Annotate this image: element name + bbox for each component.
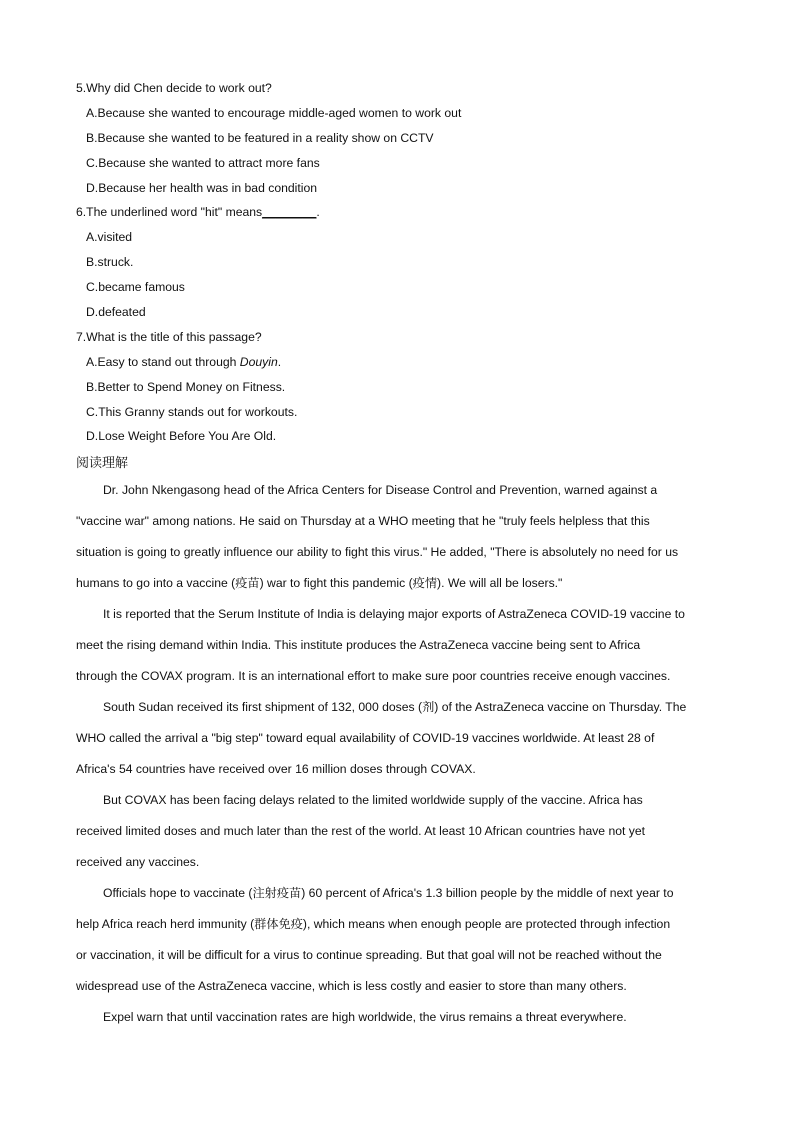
reading-passage (76, 481, 718, 1039)
passage-line: But COVAX has been facing delays related to the limited worldwide supply of the vaccine. Africa has (103, 793, 643, 807)
passage-line: Officials hope to vaccinate (注射疫苗) 60 percent of Africa's 1.3 billion people by the middle of next year to (103, 886, 674, 900)
question-6-stem-text: 6.The underlined word "hit" means (76, 205, 263, 220)
question-6-option-c: C.became famous (86, 280, 185, 295)
passage-line: Dr. John Nkengasong head of the Africa Centers for Disease Control and Prevention, warned against a (103, 483, 658, 497)
question-7-option-a-text: A.Easy to stand out through (86, 354, 240, 369)
question-5-stem: 5.Why did Chen decide to work out? (76, 81, 272, 95)
question-7-option-b: B.Better to Spend Money on Fitness. (86, 379, 286, 394)
passage-line: WHO called the arrival a "big step" toward equal availability of COVID-19 vaccines worldwide. At least 28 of (76, 731, 655, 745)
passage-line: humans to go into a vaccine (疫苗) war to fight this pandemic (疫情). We will all be losers." (76, 576, 563, 590)
passage-line: through the COVAX program. It is an international effort to make sure poor countries receive enough vaccines. (76, 669, 671, 683)
question-6-option-a: A.visited (86, 230, 133, 245)
question-7-stem: 7.What is the title of this passage? (76, 329, 262, 344)
passage-line: South Sudan received its first shipment of 132, 000 doses (剂) of the AstraZeneca vaccine on Thursday. The (103, 700, 687, 714)
section-title: 阅读理解 (76, 455, 129, 470)
question-5-option-a: A.Because she wanted to encourage middle-aged women to work out (86, 105, 462, 120)
question-5-option-d: D.Because her health was in bad condition (86, 180, 318, 195)
passage-line: meet the rising demand within India. This institute produces the AstraZeneca vaccine being sent to Africa (76, 638, 641, 652)
passage-line: It is reported that the Serum Institute of India is delaying major exports of AstraZeneca COVID-19 vaccine to (103, 607, 685, 621)
question-7-option-d: D.Lose Weight Before You Are Old. (86, 429, 277, 444)
question-5-option-c: C.Because she wanted to attract more fans (86, 155, 320, 170)
question-7-option-a-end: . (277, 354, 282, 369)
question-6-blank: ________ (262, 205, 317, 220)
passage-line: widespread use of the AstraZeneca vaccine, which is less costly and easier to store than many others. (76, 979, 627, 993)
question-6-stem (76, 203, 736, 228)
passage-line: Expel warn that until vaccination rates are high worldwide, the virus remains a threat everywhere. (103, 1010, 627, 1024)
passage-line: "vaccine war" among nations. He said on Thursday at a WHO meeting that he "truly feels helpless that this (76, 514, 650, 528)
passage-line: received any vaccines. (76, 855, 200, 869)
questions-block (76, 79, 736, 452)
question-5-option-b: B.Because she wanted to be featured in a reality show on CCTV (86, 130, 434, 145)
question-7-option-c: C.This Granny stands out for workouts. (86, 404, 298, 419)
question-7-option-a-italic: Douyin (239, 354, 278, 369)
question-6-option-d: D.defeated (86, 305, 146, 320)
passage-line: or vaccination, it will be difficult for a virus to continue spreading. But that goal will not be reached without the (76, 948, 662, 962)
passage-line: received limited doses and much later than the rest of the world. At least 10 African countries have not yet (76, 824, 646, 838)
question-6-option-b: B.struck. (86, 255, 134, 270)
passage-line: help Africa reach herd immunity (群体免疫), which means when enough people are protected through infection (76, 917, 671, 931)
question-7-option-a (76, 353, 736, 378)
question-6-stem-end: . (316, 205, 320, 220)
passage-line: Africa's 54 countries have received over 16 million doses through COVAX. (76, 762, 476, 776)
passage-line: situation is going to greatly influence our ability to fight this virus." He added, "There is absolutely no need for us (76, 545, 679, 559)
